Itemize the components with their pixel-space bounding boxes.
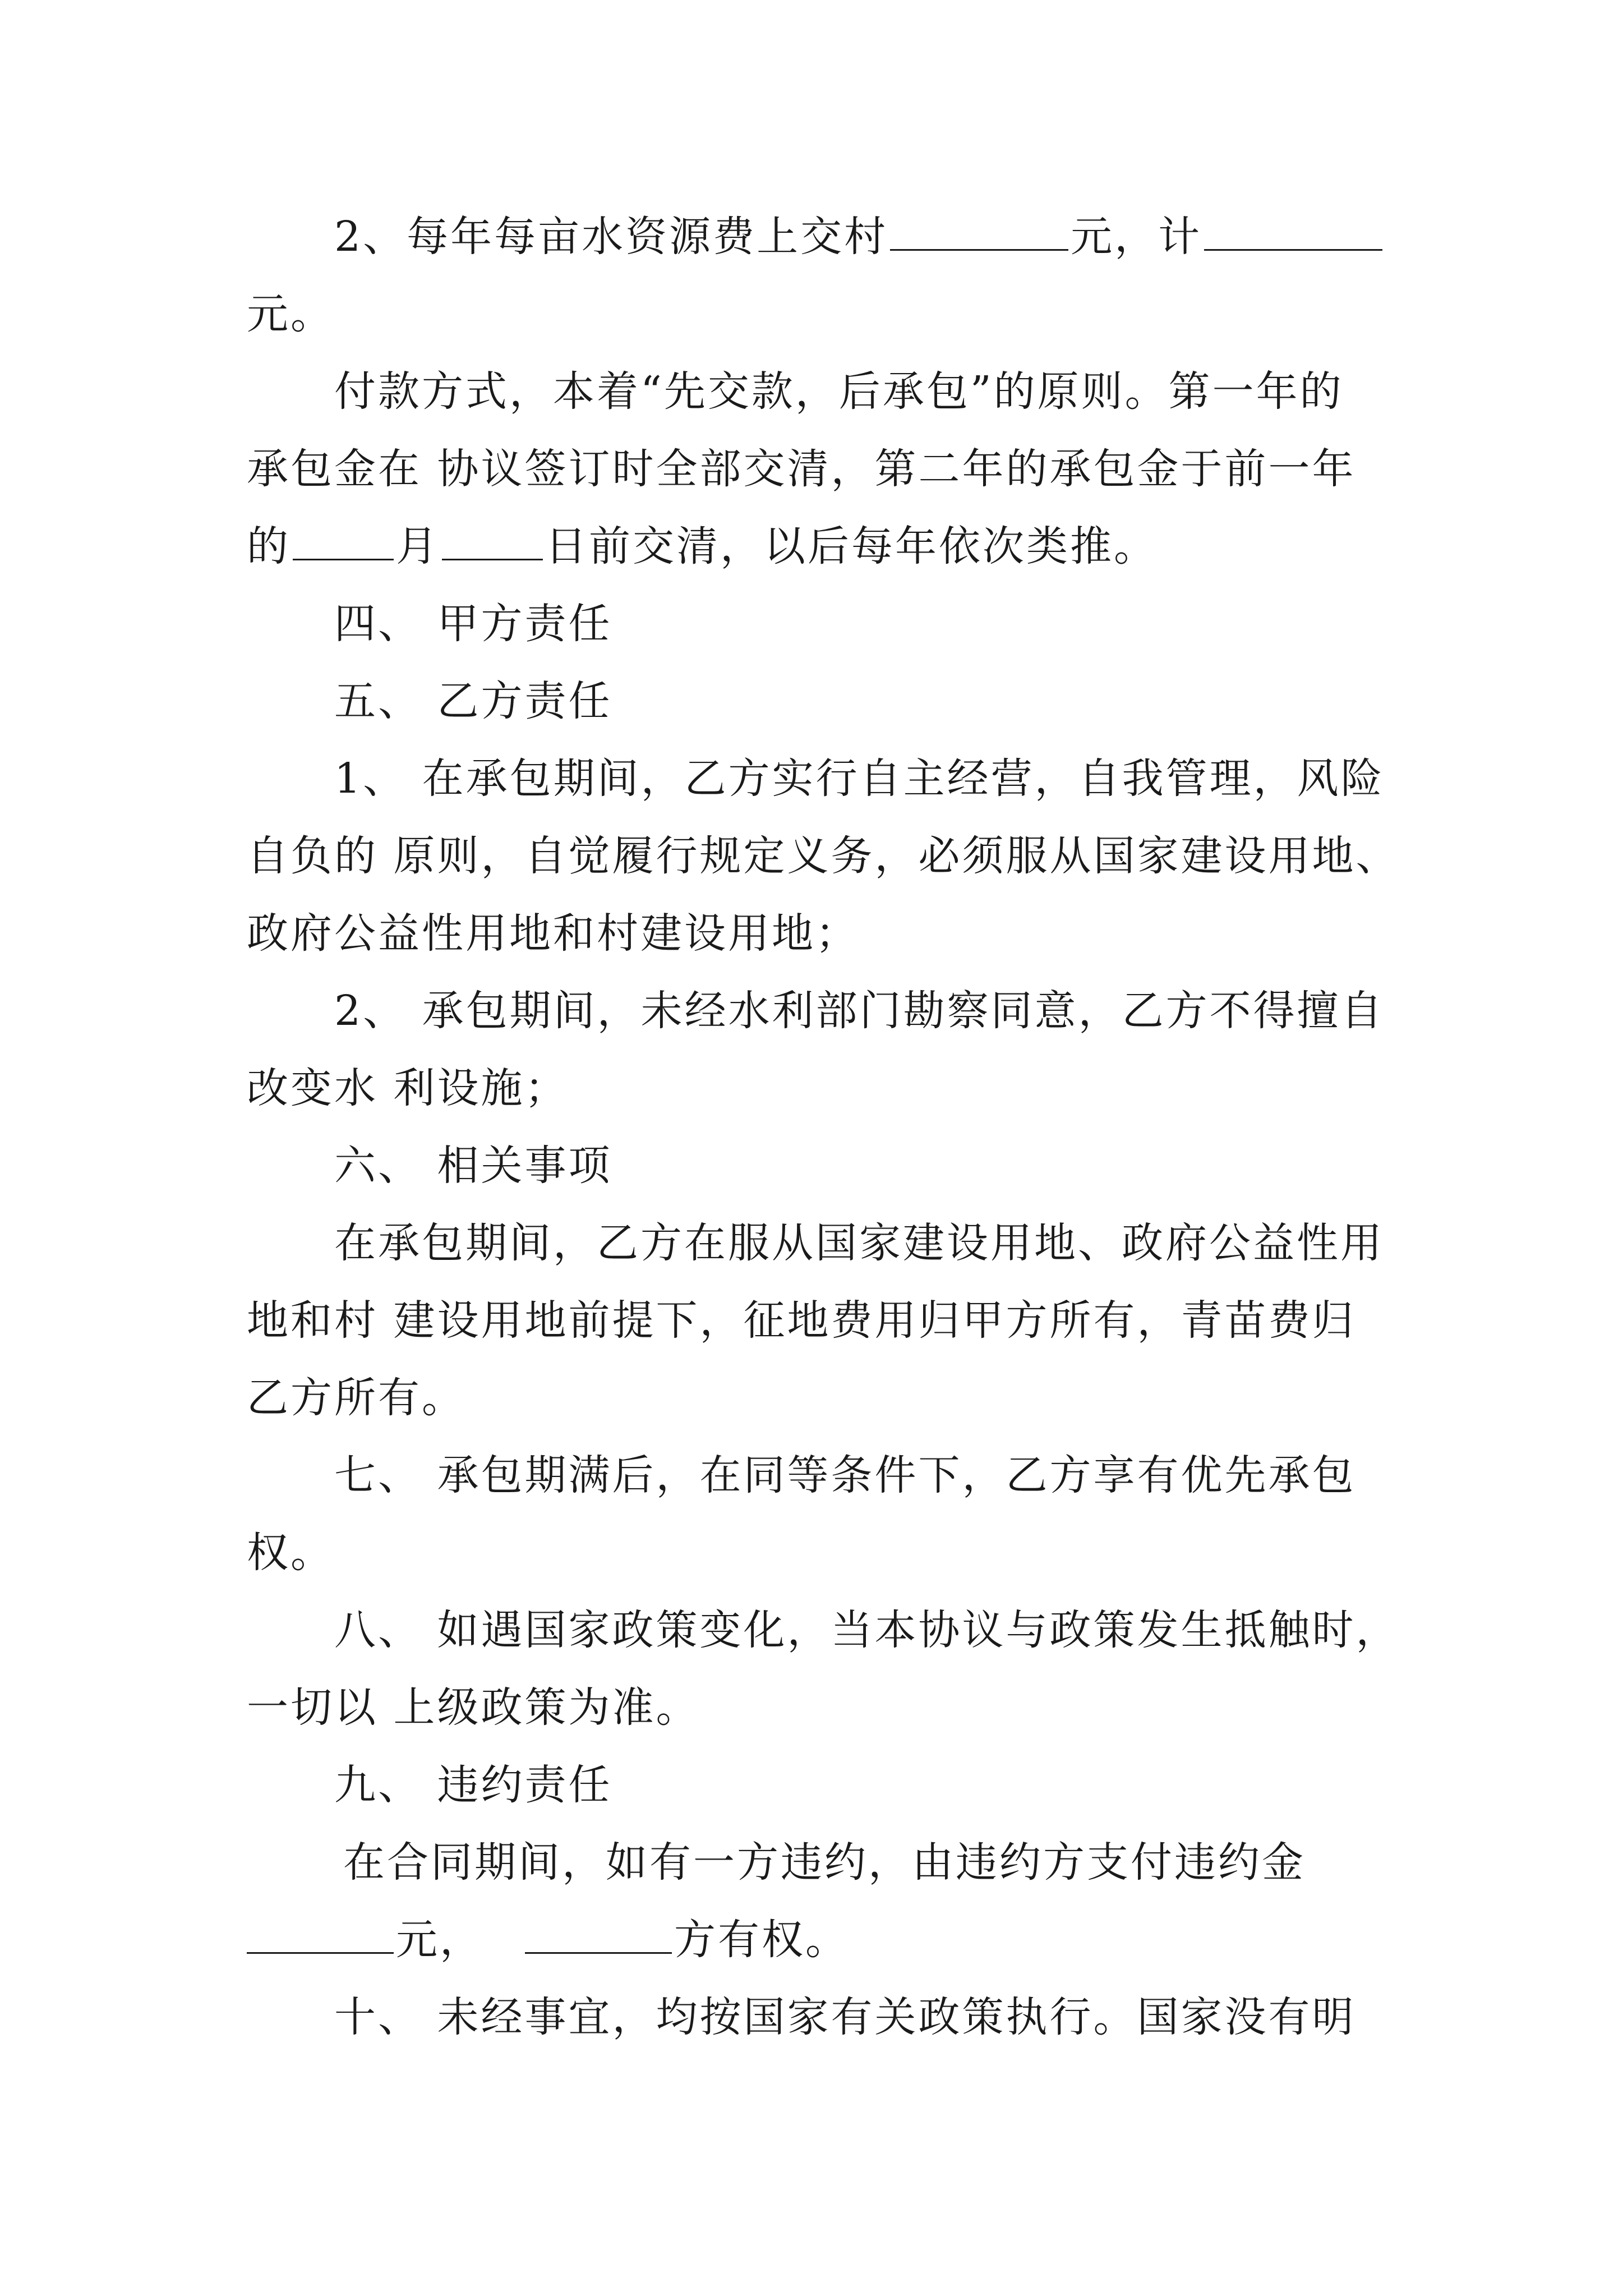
section-heading: 九、 违约责任 (334, 1761, 612, 1809)
text-line: 政府公益性用地和村建设用地； (247, 909, 859, 958)
section-heading: 四、 甲方责任 (334, 600, 612, 648)
text-segment: 元， (396, 1916, 483, 1964)
text-line: 自负的 原则，自觉履行规定义务，必须服从国家建设用地、 (247, 832, 1400, 880)
section-heading: 六、 相关事项 (334, 1142, 612, 1190)
text-line: 改变水 利设施； (247, 1064, 569, 1112)
text-segment: 的 (247, 522, 291, 570)
text-line: 地和村 建设用地前提下，征地费用归甲方所有，青苗费归 (247, 1296, 1356, 1345)
text-line: 2、 承包期间，未经水利部门勘察同意，乙方不得擅自 (334, 987, 1385, 1035)
text-segment: 2、每年每亩水资源费上交村 (334, 213, 888, 261)
text-line: 在承包期间，乙方在服从国家建设用地、政府公益性用 (334, 1219, 1384, 1267)
text-line (247, 1912, 849, 1968)
section-heading: 五、 乙方责任 (334, 677, 612, 725)
fill-in-blank (293, 522, 394, 560)
text-line (247, 518, 1158, 574)
fill-in-blank (247, 1915, 394, 1954)
text-line: 承包金在 协议签订时全部交清，第二年的承包金于前一年 (247, 445, 1356, 493)
fill-in-blank (890, 212, 1068, 251)
text-line (334, 209, 1385, 265)
text-line: 七、 承包期满后，在同等条件下，乙方享有优先承包 (334, 1451, 1356, 1499)
text-line: 乙方所有。 (247, 1374, 465, 1422)
text-line: 在合同期间，如有一方违约，由违约方支付违约金 (343, 1838, 1306, 1887)
text-line: 1、 在承包期间，乙方实行自主经营，自我管理，风险 (334, 754, 1385, 803)
text-segment: 方有权。 (674, 1916, 849, 1964)
text-line: 权。 (247, 1529, 334, 1577)
fill-in-blank (525, 1915, 672, 1954)
text-line: 十、 未经事宜，均按国家有关政策执行。国家没有明 (334, 1993, 1356, 2041)
text-line: 八、 如遇国家政策变化，当本协议与政策发生抵触时， (334, 1606, 1400, 1654)
text-segment: 元，计 (1071, 213, 1202, 261)
text-line: 一切以 上级政策为准。 (247, 1683, 700, 1732)
fill-in-blank (442, 522, 543, 560)
text-line: 元。 (247, 290, 334, 338)
text-segment: 月 (396, 522, 440, 570)
fill-in-blank (1204, 212, 1382, 251)
text-segment: 日前交清，以后每年依次类推。 (545, 522, 1158, 570)
text-line: 付款方式，本着“先交款，后承包”的原则。第一年的 (334, 367, 1344, 416)
